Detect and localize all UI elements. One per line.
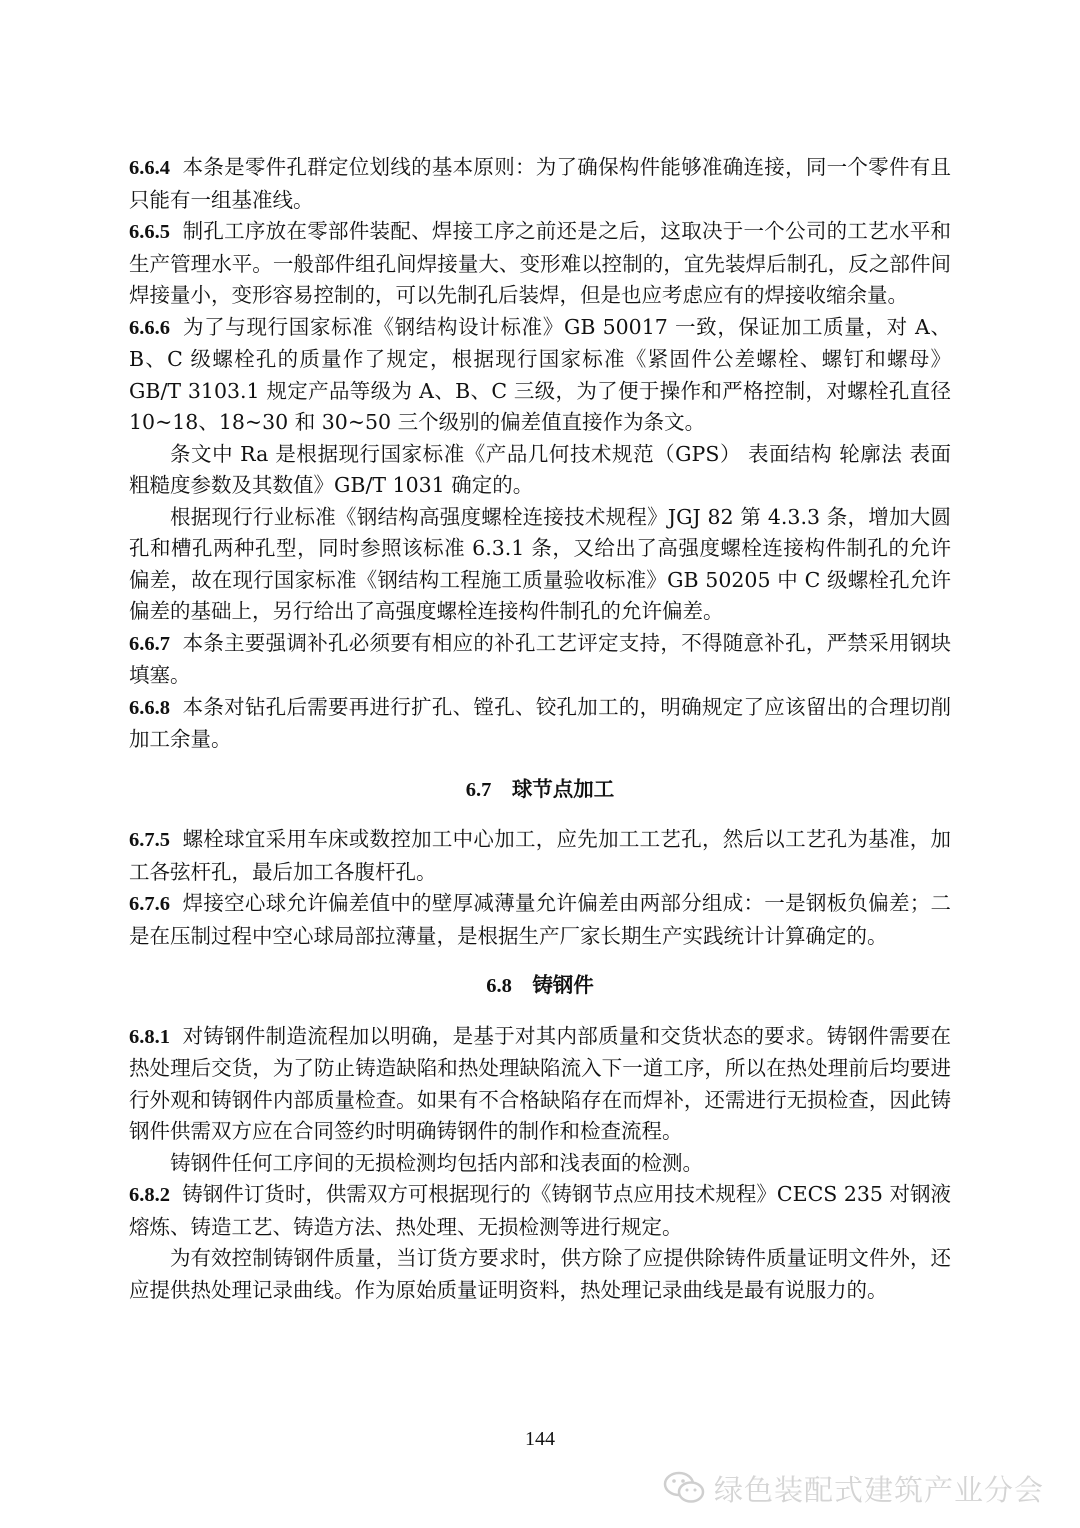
clause-6-7-6 [129,888,951,952]
clause-number: 6.6.4 [129,157,170,179]
clause-6-6-6 [129,312,951,439]
clause-6-8-1 [129,1021,951,1148]
section-title: 铸钢件 [532,973,594,997]
clause-text: 铸钢件订货时，供需双方可根据现行的《铸钢节点应用技术规程》CECS 235 对钢液熔炼、铸造工艺、铸造方法、热处理、无损检测等进行规定。 [129,1182,951,1239]
clause-text: 对铸钢件制造流程加以明确，是基于对其内部质量和交货状态的要求。铸钢件需要在热处理后交货，为了防止铸造缺陷和热处理缺陷流入下一道工序，所以在热处理前后均要进行外观和铸钢件内部质量检查。如果有不合格缺陷存在而焊补，还需进行无损检查，因此铸钢件供需双方应在合同签约时明确铸钢件的制作和检查流程。 [129,1023,951,1143]
watermark-text: 绿色装配式建筑产业分会 [713,1472,1044,1507]
section-heading-6-8 [129,970,951,1003]
clause-text: 本条主要强调补孔必须要有相应的补孔工艺评定支持，不得随意补孔，严禁采用钢块填塞。 [129,630,951,687]
clause-text: 本条是零件孔群定位划线的基本原则：为了确保构件能够准确连接，同一个零件有且只能有一组基准线。 [129,155,951,212]
body-paragraph: 铸钢件任何工序间的无损检测均包括内部和浅表面的检测。 [170,1150,703,1175]
clause-6-6-4 [129,152,951,216]
wechat-icon [662,1470,706,1506]
page-number: 144 [525,1428,555,1450]
section-number: 6.7 [465,778,492,801]
clause-number: 6.6.5 [129,221,170,243]
clause-text: 焊接空心球允许偏差值中的壁厚减薄量允许偏差由两部分组成：一是钢板负偏差；二是在压制过程中空心球局部拉薄量，是根据生产厂家长期生产实践统计计算确定的。 [129,891,951,948]
body-paragraph: 根据现行行业标准《钢结构高强度螺栓连接技术规程》JGJ 82 第 4.3.3 条，增加大圆孔和槽孔两种孔型，同时参照该标准 6.3.1 条，又给出了高强度螺栓连接构件制孔的允许偏差，故在现行国家标准《钢结构工程施工质量验收标准》GB 50205 中 C 级螺栓孔允许偏差的基础上，另行给出了高强度螺栓连接构件制孔的允许偏差。 [129,504,951,623]
clause-number: 6.8.1 [129,1025,170,1048]
document-body [129,152,951,1306]
clause-number: 6.8.2 [129,1184,170,1206]
clause-text: 为了与现行国家标准《钢结构设计标准》GB 50017 一致，保证加工质量，对 A、B、C 级螺栓孔的质量作了规定，根据现行国家标准《紧固件公差螺栓、螺钉和螺母》GB/T 3103.1 规定产品等级为 A、B、C 三级，为了便于操作和严格控制，对螺栓孔直径 10~18、18~30 和 30~50 三个级别的偏差值直接作为条文。 [129,314,951,434]
section-title: 球节点加工 [511,776,615,801]
clause-6-6-8 [129,692,951,756]
clause-number: 6.6.7 [129,632,170,655]
clause-6-8-2 [129,1179,951,1243]
clause-number: 6.7.6 [129,893,170,915]
clause-number: 6.6.8 [129,696,170,719]
clause-6-6-5 [129,216,951,312]
clause-text: 螺栓球宜采用车床或数控加工中心加工，应先加工工艺孔，然后以工艺孔为基准，加工各弦杆孔，最后加工各腹杆孔。 [129,827,951,884]
body-paragraph: 为有效控制铸钢件质量，当订货方要求时，供方除了应提供除铸件质量证明文件外，还应提供热处理记录曲线。作为原始质量证明资料，热处理记录曲线是最有说服力的。 [129,1246,951,1302]
clause-text: 本条对钻孔后需要再进行扩孔、镗孔、铰孔加工的，明确规定了应该留出的合理切削加工余量。 [129,694,951,751]
body-paragraph: 条文中 Ra 是根据现行国家标准《产品几何技术规范（GPS） 表面结构 轮廓法 表面粗糙度参数及其数值》GB/T 1031 确定的。 [129,441,951,497]
clause-6-6-7 [129,628,951,692]
watermark [662,1468,1044,1508]
section-number: 6.8 [486,975,512,997]
clause-number: 6.6.6 [129,316,170,339]
section-heading-6-7 [129,774,951,807]
clause-text: 制孔工序放在零部件装配、焊接工序之前还是之后，这取决于一个公司的工艺水平和生产管理水平。一般部件组孔间焊接量大、变形难以控制的，宜先装焊后制孔，反之部件间焊接量小，变形容易控制的，可以先制孔后装焊，但是也应考虑应有的焊接收缩余量。 [129,219,951,307]
clause-number: 6.7.5 [129,829,170,851]
clause-6-7-5 [129,824,951,888]
